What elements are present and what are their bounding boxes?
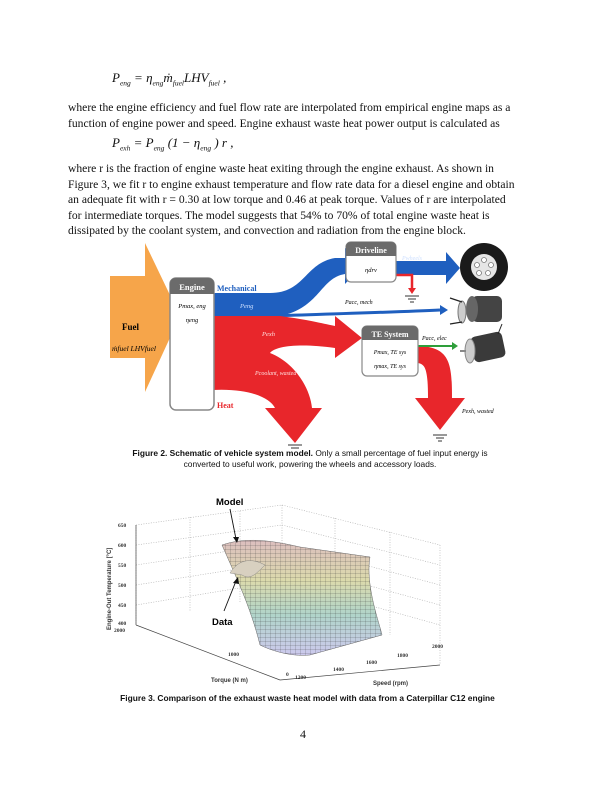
p-exh-label: Pexh	[262, 331, 275, 338]
y-tick: 2000	[114, 628, 125, 634]
te-param-eta: ηmax, TE sys	[374, 364, 406, 370]
ground-icon	[405, 296, 419, 302]
paragraph-2	[68, 161, 548, 239]
mechanical-flow	[212, 248, 362, 316]
z-tick: 600	[118, 543, 127, 549]
te-param-pmax: Pmax, TE sys	[373, 350, 407, 356]
wheel-icon	[460, 243, 508, 291]
heat-flow	[212, 316, 362, 443]
z-tick: 400	[118, 621, 127, 627]
figure-2-caption	[80, 448, 540, 470]
figure-3-caption	[70, 693, 545, 704]
equation-exhaust-power: $P_{exh} = P_{eng}$ ($1 - \eta_{eng}$ ) r ,	[112, 135, 234, 153]
text-line: an adequate fit with r = 0.30 at low torque and 0.46 at peak torque. Values of r are interpolated	[68, 193, 506, 207]
page-number: 4	[300, 727, 306, 741]
y-tick: 1000	[228, 652, 239, 658]
p-coolant-label: Pcoolant, wasted	[255, 371, 297, 377]
data-annotation: Data	[212, 617, 233, 628]
z-tick: 650	[118, 523, 127, 529]
caption-text: converted to useful work, powering the wheels and accessory loads.	[183, 459, 437, 469]
te-system-title: TE System	[371, 330, 409, 339]
heat-label: Heat	[217, 401, 234, 410]
electric-motor-icon	[460, 324, 506, 363]
text-line: function of engine power and speed. Engine exhaust waste heat power output is calculated as	[68, 116, 500, 130]
x-tick: 1600	[366, 660, 377, 666]
p-wheels-label: Pwheels	[402, 256, 422, 262]
text-line: where r is the fraction of engine waste heat exiting through the engine exhaust. As shown in	[68, 162, 494, 175]
paragraph-1	[68, 100, 548, 131]
y-axis-label: Torque (N m)	[211, 678, 248, 684]
figure-2-schematic	[100, 238, 530, 448]
z-tick: 500	[118, 583, 127, 589]
caption-text: Only a small percentage of fuel input energy is	[313, 448, 488, 458]
engine-title: Engine	[179, 282, 205, 292]
equation-engine-power: $P_{eng}$ = $\eta_{eng}ṁ_{fuel}LHV_{fuel}$ ,	[112, 70, 227, 88]
fuel-label: Fuel	[122, 322, 139, 332]
fuel-formula: ṁfuel LHVfuel	[112, 344, 156, 353]
exh-wasted-flow	[415, 346, 465, 430]
ground-icon	[433, 435, 447, 441]
mechanical-accessory-icon	[450, 296, 502, 324]
y-tick: 0	[286, 672, 289, 678]
text-line: dissipated by the coolant system, and convection and radiation from the engine block.	[68, 224, 466, 238]
x-tick: 1800	[397, 653, 408, 659]
p-eng-label: Peng	[240, 303, 254, 310]
p-acc-mech-label: Pacc, mech	[345, 300, 373, 306]
z-tick: 450	[118, 603, 127, 609]
engine-param-eta: ηeng	[185, 317, 199, 324]
p-exh-wasted-label: Pexh, wasted	[462, 409, 494, 415]
wheels-arrow	[446, 252, 460, 284]
driveline-param: ηdrv	[365, 267, 377, 274]
figure-3-surface-chart	[107, 485, 450, 687]
z-tick: 550	[118, 563, 127, 569]
text-line: Figure 3, we fit r to engine exhaust temperature and flow rate data for a diesel engine and obtain	[68, 177, 515, 191]
z-axis-label: Engine-Out Temperature [°C]	[107, 547, 113, 630]
caption-title: Figure 3. Comparison of the exhaust waste heat model with data from a Caterpillar C12 engine	[120, 693, 495, 703]
caption-title: Figure 2. Schematic of vehicle system model.	[132, 448, 314, 458]
text-line: where the engine efficiency and fuel flow rate are interpolated from empirical engine maps as a	[68, 101, 511, 114]
x-tick: 1200	[295, 675, 306, 681]
p-acc-elec-label: Pacc, elec	[422, 336, 447, 342]
x-axis-label: Speed (rpm)	[373, 681, 409, 687]
x-tick: 1400	[333, 667, 344, 673]
text-line: for intermediate torques. The model suggests that 54% to 70% of total engine waste heat is	[68, 208, 490, 222]
x-tick: 2000	[432, 644, 443, 650]
model-annotation: Model	[216, 497, 244, 508]
mechanical-label: Mechanical	[217, 284, 257, 293]
engine-param-pmax: Pmax, eng	[178, 303, 206, 310]
driveline-title: Driveline	[355, 246, 387, 255]
